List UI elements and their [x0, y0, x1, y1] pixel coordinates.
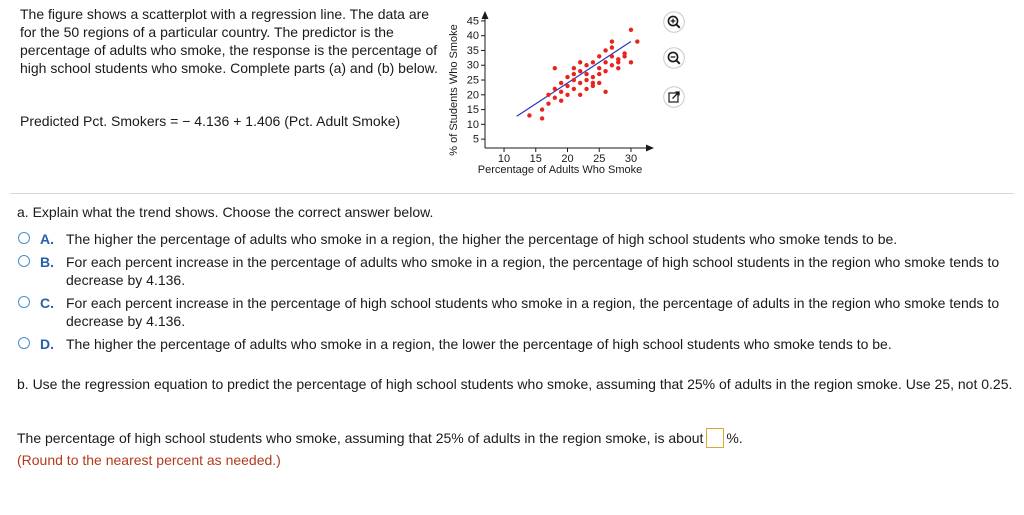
y-tick-label: 10 [466, 118, 479, 131]
data-point [553, 96, 557, 100]
data-point [546, 93, 550, 97]
data-point [591, 84, 595, 88]
data-point [591, 75, 595, 79]
option-d[interactable] [17, 335, 1017, 353]
x-tick-label: 25 [593, 153, 606, 165]
x-axis-arrow [646, 145, 654, 152]
y-axis-arrow [482, 11, 489, 19]
data-point [553, 66, 557, 70]
data-point [559, 90, 563, 94]
option-d-radio[interactable] [18, 337, 30, 349]
answer-prefix: The percentage of high school students who smoke, assuming that 25% of adults in the region smoke, is about [17, 430, 704, 446]
data-point [572, 66, 576, 70]
data-point [635, 39, 639, 43]
data-point [616, 66, 620, 70]
y-tick-label: 30 [466, 59, 479, 72]
option-c-radio[interactable] [18, 296, 30, 308]
data-point [540, 116, 544, 120]
data-point [603, 60, 607, 64]
data-point [572, 87, 576, 91]
data-point [584, 63, 588, 67]
part-a-prompt: a. Explain what the trend shows. Choose the correct answer below. [17, 204, 434, 220]
option-a-radio[interactable] [18, 232, 30, 244]
data-points [527, 28, 639, 121]
y-tick-label: 35 [466, 44, 479, 57]
data-point [565, 75, 569, 79]
data-point [610, 63, 614, 67]
data-point [584, 87, 588, 91]
option-a-letter: A. [40, 231, 54, 247]
zoom-in-icon[interactable] [663, 11, 685, 33]
data-point [603, 69, 607, 73]
option-a-text: The higher the percentage of adults who smoke in a region, the higher the percentage of high school students who smoke tends to be. [66, 231, 898, 247]
data-point [597, 81, 601, 85]
data-point [565, 93, 569, 97]
data-point [610, 54, 614, 58]
x-tick-label: 20 [561, 153, 574, 165]
answer-suffix: %. [726, 430, 743, 446]
data-point [629, 60, 633, 64]
data-point [559, 81, 563, 85]
y-tick-label: 15 [466, 104, 479, 117]
data-point [584, 72, 588, 76]
x-axis-label: Percentage of Adults Who Smoke [477, 164, 643, 176]
data-point [559, 99, 563, 103]
option-a[interactable] [17, 230, 1017, 248]
data-point [603, 90, 607, 94]
data-point [572, 78, 576, 82]
option-d-text: The higher the percentage of adults who smoke in a region, the lower the percentage of high school students who smoke tends to be. [66, 336, 892, 352]
data-point [578, 60, 582, 64]
option-b[interactable] [17, 253, 1017, 289]
equation-rhs: = − 4.136 + 1.406 (Pct. Adult Smoke) [170, 113, 401, 129]
option-d-letter: D. [40, 336, 54, 352]
answer-input[interactable] [706, 428, 724, 448]
scatterplot [440, 0, 665, 185]
option-c-text: For each percent increase in the percentage of high school students who smoke in a region, the percentage of adults in the region who smoke tends to decrease by 4.136. [66, 295, 1000, 329]
data-point [591, 60, 595, 64]
data-point [610, 39, 614, 43]
y-tick-label: 45 [466, 15, 479, 28]
y-tick-label: 5 [472, 133, 479, 146]
problem-intro: The figure shows a scatterplot with a regression line. The data are for the 50 regions of a particular country. The predictor is the percentage of adults who smoke, the response is the percentage of high school students who smoke. Complete parts (a) and (b) below. [20, 6, 438, 76]
data-point [540, 107, 544, 111]
popout-icon[interactable] [663, 86, 685, 108]
data-point [597, 54, 601, 58]
x-tick-label: 30 [624, 153, 638, 165]
data-point [578, 81, 582, 85]
chart-axes [482, 11, 655, 152]
data-point [578, 69, 582, 73]
data-point [578, 93, 582, 97]
data-point [603, 48, 607, 52]
y-ticks [467, 15, 485, 145]
x-ticks [498, 148, 637, 165]
data-point [597, 66, 601, 70]
part-b-prompt: b. Use the regression equation to predict the percentage of high school students who smoke, assuming that 25% of adults in the region smoke. Use 25, not 0.25. [17, 376, 1013, 392]
y-axis-label: % of Students Who Smoke [448, 24, 460, 156]
y-tick-label: 40 [466, 30, 479, 43]
section-divider [10, 193, 1014, 194]
x-tick-label: 15 [529, 153, 542, 165]
option-b-radio[interactable] [18, 255, 30, 267]
y-tick-label: 25 [466, 74, 479, 87]
data-point [572, 72, 576, 76]
zoom-out-icon[interactable] [663, 47, 685, 69]
option-c[interactable] [17, 294, 1017, 330]
option-b-text: For each percent increase in the percentage of adults who smoke in a region, the percentage of high school students in the region who smoke tends to decrease by 4.136. [66, 254, 1000, 288]
data-point [553, 87, 557, 91]
rounding-hint: (Round to the nearest percent as needed.) [17, 452, 281, 468]
data-point [565, 84, 569, 88]
data-point [629, 28, 633, 32]
option-c-letter: C. [40, 295, 54, 311]
option-b-letter: B. [40, 254, 54, 270]
data-point [610, 45, 614, 49]
part-b-answer-line [17, 428, 743, 448]
data-point [622, 54, 626, 58]
data-point [597, 72, 601, 76]
equation-label: Predicted Pct. Smokers [20, 113, 167, 129]
regression-equation [20, 112, 400, 130]
data-point [616, 60, 620, 64]
part-a-options [17, 230, 1017, 353]
y-tick-label: 20 [466, 89, 479, 102]
data-point [584, 78, 588, 82]
data-point [527, 113, 531, 117]
x-tick-label: 10 [497, 153, 511, 165]
data-point [546, 101, 550, 105]
